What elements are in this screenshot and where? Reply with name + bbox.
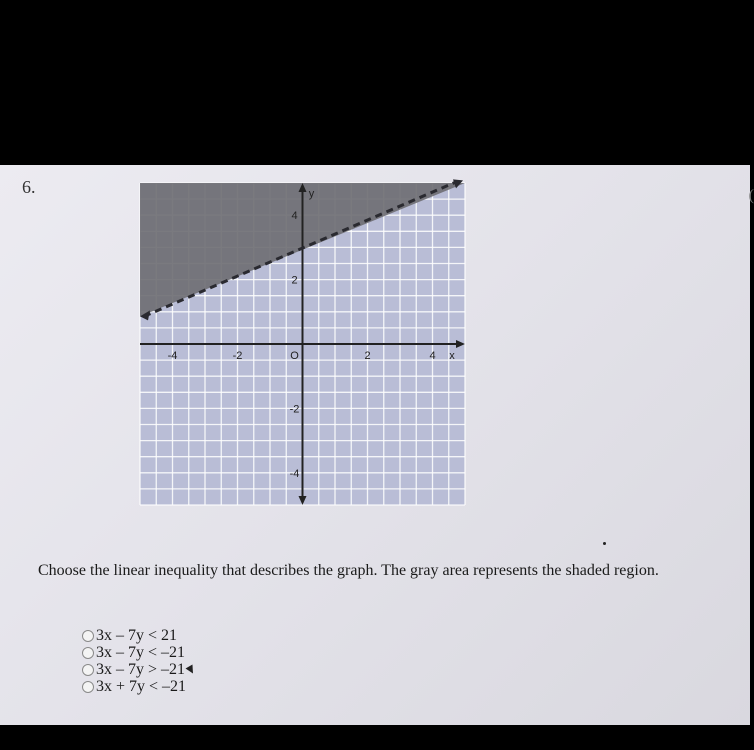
cursor-icon (186, 664, 197, 675)
radio-2[interactable] (82, 647, 94, 659)
graph-svg (140, 183, 465, 505)
x-tick-label: -4 (167, 350, 178, 362)
option-2-label[interactable]: 3x – 7y < –21 (96, 644, 186, 661)
x-tick-label: 2 (364, 350, 371, 362)
x-axis-label: x (449, 350, 455, 362)
answer-options (82, 627, 195, 695)
question-prompt: Choose the linear inequality that describes the graph. The gray area represents the shaded region. (38, 562, 659, 579)
y-tick-label: 2 (291, 274, 298, 287)
x-tick-label: 4 (429, 350, 436, 362)
y-axis-label: y (308, 188, 315, 200)
option-1[interactable] (82, 627, 195, 644)
option-2[interactable] (82, 644, 195, 661)
radio-4[interactable] (82, 681, 94, 693)
x-tick-label: -2 (232, 350, 243, 362)
inequality-graph (140, 183, 465, 505)
radio-1[interactable] (82, 630, 94, 642)
question-number: 6. (22, 177, 36, 197)
speck-dot (603, 542, 606, 545)
y-tick-label: -4 (289, 467, 300, 480)
edge-mark: ( (748, 187, 754, 204)
option-4-label[interactable]: 3x + 7y < –21 (96, 678, 187, 695)
y-tick-label: 4 (291, 210, 298, 223)
option-4[interactable] (82, 678, 195, 695)
y-tick-label: -2 (289, 403, 300, 416)
origin-label: O (290, 350, 299, 362)
question-sheet (0, 165, 754, 725)
option-1-label[interactable]: 3x – 7y < 21 (96, 627, 178, 644)
option-3[interactable] (82, 661, 195, 678)
option-3-label[interactable]: 3x – 7y > –21 (96, 661, 186, 678)
radio-3[interactable] (82, 664, 94, 676)
